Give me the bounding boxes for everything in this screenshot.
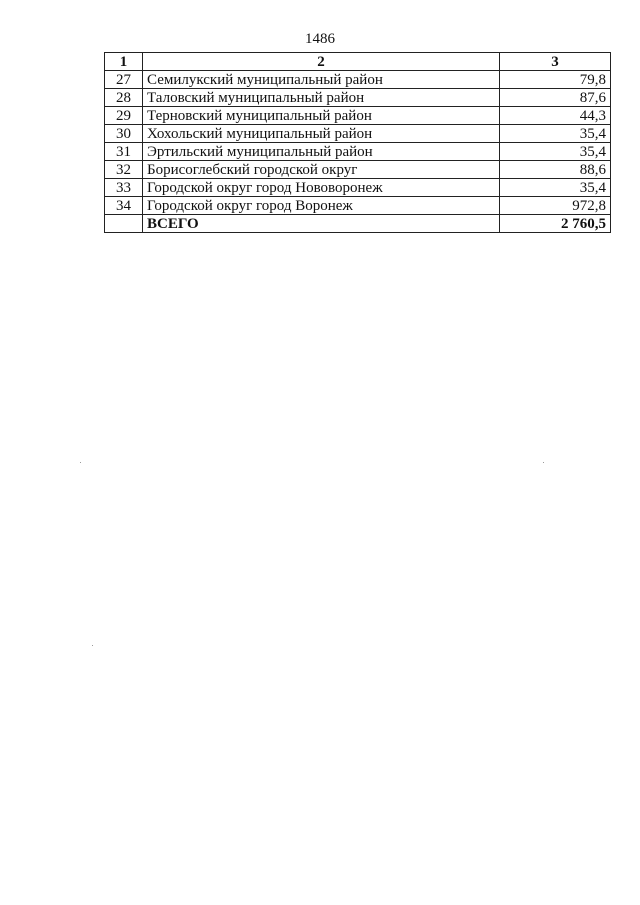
table-row — [105, 107, 611, 125]
scan-speck — [92, 645, 93, 646]
row-value: 972,8 — [500, 197, 611, 215]
table-header-row — [105, 53, 611, 71]
municipality-name: Городской округ город Воронеж — [143, 197, 500, 215]
row-value: 88,6 — [500, 161, 611, 179]
page-number: 1486 — [305, 31, 335, 47]
column-header-name: 2 — [143, 53, 500, 71]
table-row — [105, 125, 611, 143]
row-number: 34 — [105, 197, 143, 215]
row-number: 33 — [105, 179, 143, 197]
municipality-name: Борисоглебский городской округ — [143, 161, 500, 179]
table-row — [105, 197, 611, 215]
municipality-name: Таловский муниципальный район — [143, 89, 500, 107]
row-value: 44,3 — [500, 107, 611, 125]
municipality-name: Городской округ город Нововоронеж — [143, 179, 500, 197]
column-header-value: 3 — [500, 53, 611, 71]
row-value: 35,4 — [500, 125, 611, 143]
row-number: 32 — [105, 161, 143, 179]
table-row — [105, 179, 611, 197]
table-row — [105, 161, 611, 179]
scan-speck — [543, 462, 544, 463]
total-row — [105, 215, 611, 233]
municipality-name: Эртильский муниципальный район — [143, 143, 500, 161]
municipality-name: Семилукский муниципальный район — [143, 71, 500, 89]
row-value: 35,4 — [500, 179, 611, 197]
total-row-number — [105, 215, 143, 233]
table-row — [105, 143, 611, 161]
column-header-number: 1 — [105, 53, 143, 71]
municipality-name: Терновский муниципальный район — [143, 107, 500, 125]
row-number: 30 — [105, 125, 143, 143]
row-number: 27 — [105, 71, 143, 89]
table-row — [105, 89, 611, 107]
row-number: 31 — [105, 143, 143, 161]
row-number: 28 — [105, 89, 143, 107]
total-label: ВСЕГО — [143, 215, 500, 233]
row-value: 87,6 — [500, 89, 611, 107]
municipality-name: Хохольский муниципальный район — [143, 125, 500, 143]
data-table — [104, 52, 611, 233]
row-value: 35,4 — [500, 143, 611, 161]
row-number: 29 — [105, 107, 143, 125]
row-value: 79,8 — [500, 71, 611, 89]
scan-speck — [80, 462, 81, 463]
table-row — [105, 71, 611, 89]
total-value: 2 760,5 — [500, 215, 611, 233]
